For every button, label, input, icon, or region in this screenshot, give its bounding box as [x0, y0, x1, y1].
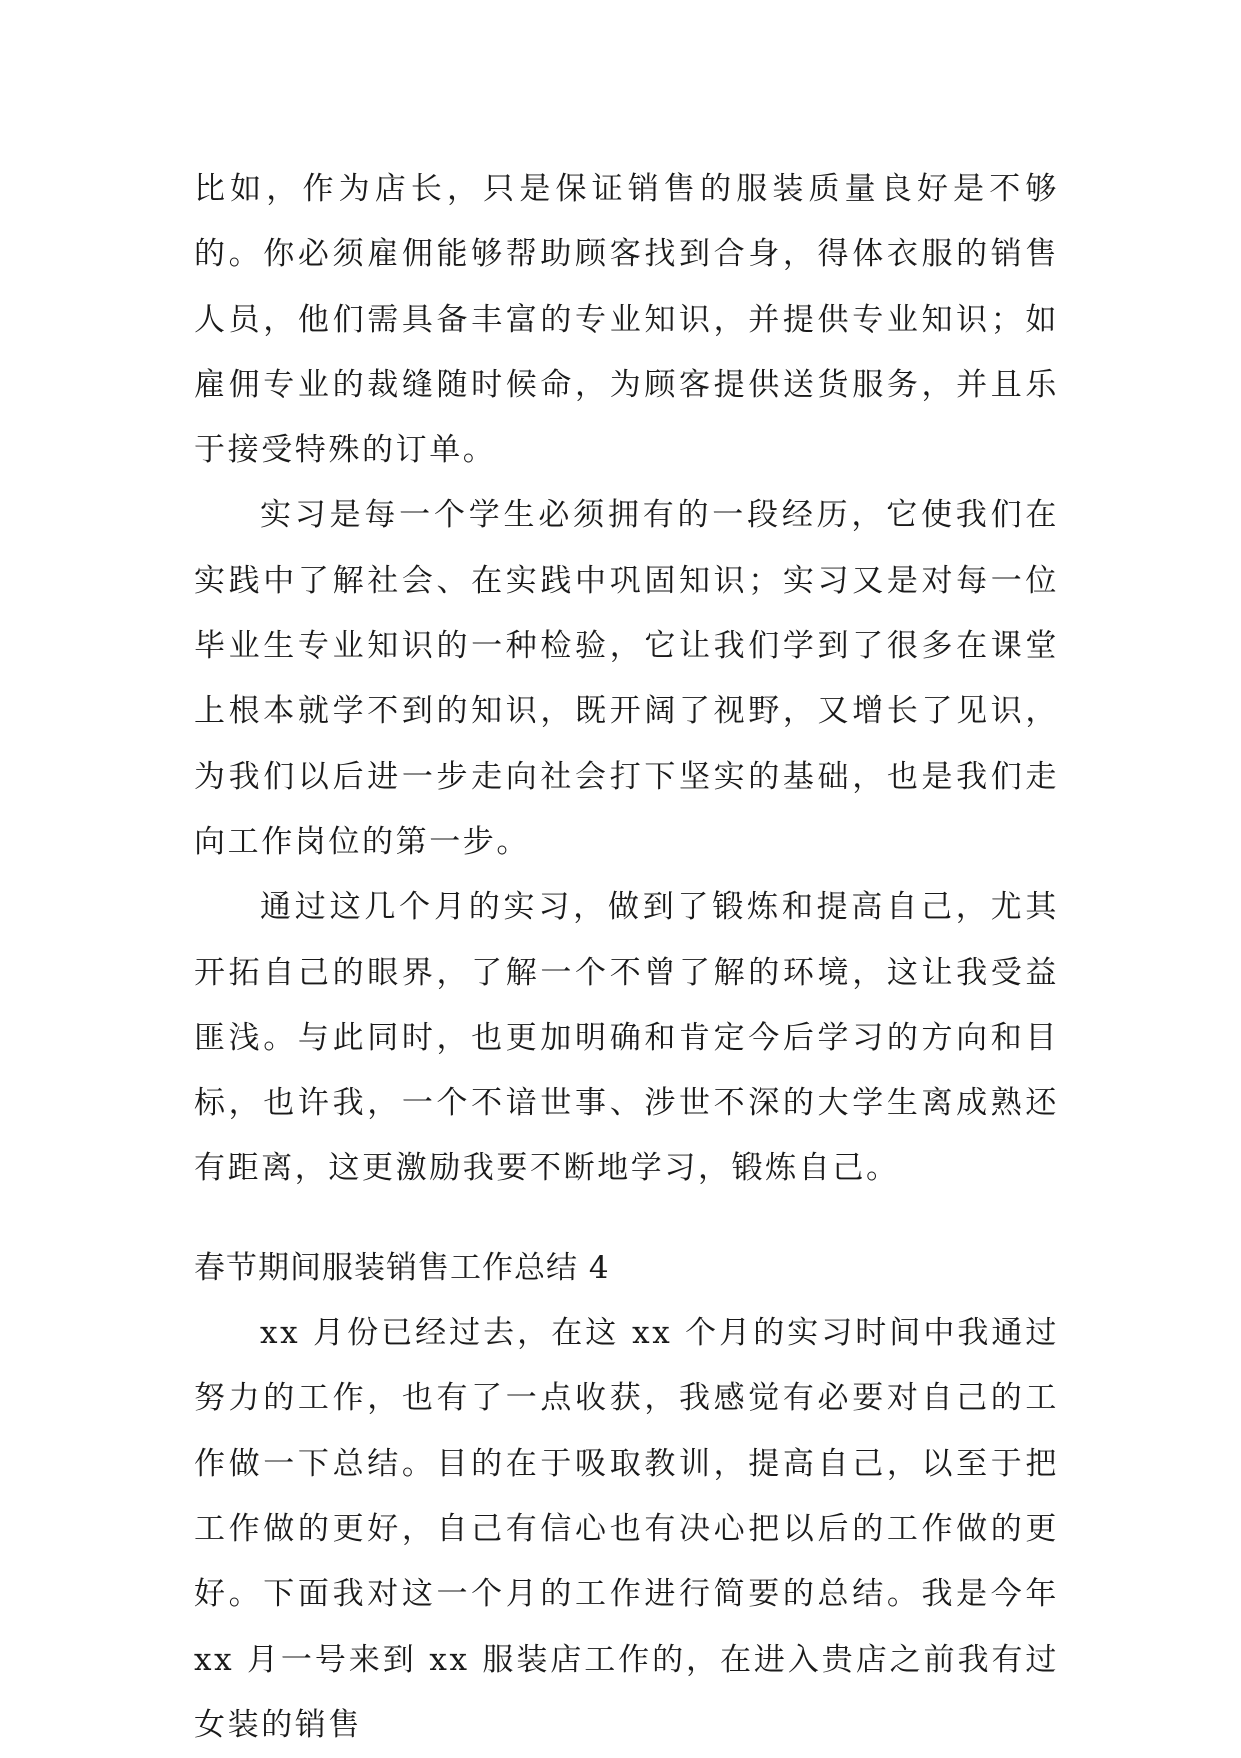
section-heading: 春节期间服装销售工作总结 4: [194, 1249, 610, 1286]
paragraph-internship-gains: 通过这几个月的实习，做到了锻炼和提高自己，尤其开拓自己的眼界，了解一个不曾了解的环境，这让我受益匪浅。与此同时，也更加明确和肯定今后学习的方向和目标，也许我，一个不谙世事、涉世不深的大学生离成熟还有距离，这更激励我要不断地学习，锻炼自己。: [194, 889, 1059, 1187]
document-body: [194, 157, 1059, 1758]
paragraph-monthly-summary: xx 月份已经过去，在这 xx 个月的实习时间中我通过努力的工作，也有了一点收获，我感觉有必要对自己的工作做一下总结。目的在于吸取教训，提高自己，以至于把工作做的更好，自己有信心也有决心把以后的工作做的更好。下面我对这一个月的工作进行简要的总结。我是今年 xx 月一号来到 xx 服装店工作的，在进入贵店之前我有过女装的销售: [194, 1315, 1059, 1743]
paragraph-internship-experience: 实习是每一个学生必须拥有的一段经历，它使我们在实践中了解社会、在实践中巩固知识；实习又是对每一位毕业生专业知识的一种检验，它让我们学到了很多在课堂上根本就学不到的知识，既开阔了视野，又增长了见识，为我们以后进一步走向社会打下坚实的基础，也是我们走向工作岗位的第一步。: [194, 497, 1059, 860]
paragraph-store-manager: 比如，作为店长，只是保证销售的服装质量良好是不够的。你必须雇佣能够帮助顾客找到合身，得体衣服的销售人员，他们需具备丰富的专业知识，并提供专业知识；如雇佣专业的裁缝随时候命，为顾客提供送货服务，并且乐于接受特殊的订单。: [194, 171, 1059, 469]
